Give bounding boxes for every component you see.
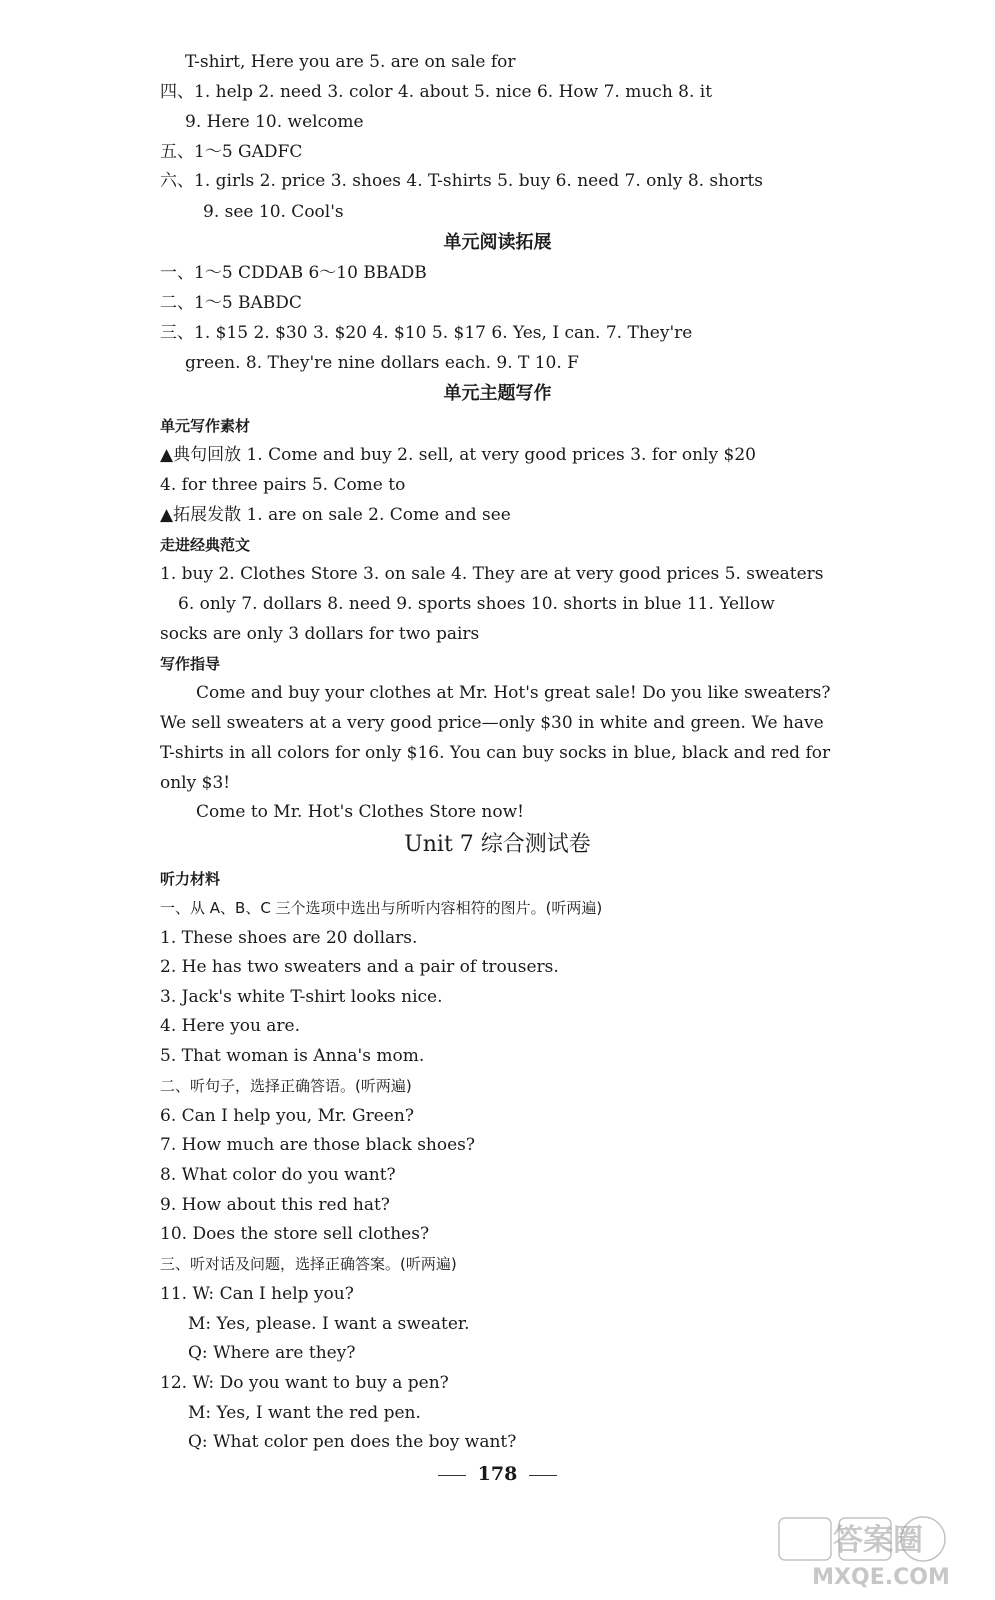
watermark-bottom-text: MXQE.COM [812,1565,950,1590]
answer-line: 四、1. help 2. need 3. color 4. about 5. nice 6. How 7. much 8. it [160,82,713,102]
answer-line: socks are only 3 dollars for two pairs [160,624,480,644]
essay-line: We sell sweaters at a very good price—only $30 in white and green. We have [160,713,824,733]
listening-line: M: Yes, please. I want a sweater. [188,1314,470,1334]
answer-line: 五、1～5 GADFC [160,142,303,162]
answer-line: 1. buy 2. Clothes Store 3. on sale 4. They are at very good prices 5. sweaters [160,564,824,584]
essay-line: Come and buy your clothes at Mr. Hot's great sale! Do you like sweaters? [196,683,831,703]
listening-line: Q: Where are they? [188,1343,356,1363]
answer-line: 9. Here 10. welcome [185,112,364,132]
subheading-materials: 单元写作素材 [160,417,251,435]
essay-line: only $3! [160,773,231,793]
answer-line: ▲拓展发散 1. are on sale 2. Come and see [160,505,511,525]
answer-line: 六、1. girls 2. price 3. shoes 4. T-shirts 5. buy 6. need 7. only 8. shorts [160,171,764,191]
subheading-writing-guide: 写作指导 [160,655,221,673]
listening-line: M: Yes, I want the red pen. [188,1403,421,1423]
instruction-line: 二、听句子，选择正确答语。(听两遍) [160,1077,412,1095]
listening-line: 12. W: Do you want to buy a pen? [160,1373,449,1393]
answer-line: 4. for three pairs 5. Come to [160,475,406,495]
dash-right [529,1475,557,1476]
answer-line: 三、1. $15 2. $30 3. $20 4. $10 5. $17 6. Yes, I can. 7. They're [160,323,693,343]
listening-line: 1. These shoes are 20 dollars. [160,928,418,948]
answer-line: ▲典句回放 1. Come and buy 2. sell, at very good prices 3. for only $20 [160,445,756,465]
instruction-line: 一、从 A、B、C 三个选项中选出与所听内容相符的图片。(听两遍) [160,899,603,917]
essay-line: T-shirts in all colors for only $16. You can buy socks in blue, black and red for [160,743,831,763]
watermark-logo [773,1512,983,1592]
dash-left [438,1475,466,1476]
essay-line: Come to Mr. Hot's Clothes Store now! [196,802,524,822]
listening-line: 9. How about this red hat? [160,1195,390,1215]
answer-line: 一、1～5 CDDAB 6～10 BBADB [160,263,427,283]
answer-line: green. 8. They're nine dollars each. 9. T 10. F [185,353,579,373]
listening-line: 10. Does the store sell clothes? [160,1224,430,1244]
page-number-text: 178 [477,1463,518,1485]
listening-line: 8. What color do you want? [160,1165,396,1185]
instruction-line: 三、听对话及问题，选择正确答案。(听两遍) [160,1255,457,1273]
listening-line: 2. He has two sweaters and a pair of trousers. [160,957,559,977]
listening-line: 4. Here you are. [160,1016,301,1036]
page-number [0,1462,995,1486]
answer-line: 6. only 7. dollars 8. need 9. sports shoes 10. shorts in blue 11. Yellow [178,594,775,614]
section-heading-reading: 单元阅读拓展 [443,232,552,253]
answer-line: T-shirt, Here you are 5. are on sale for [185,52,516,72]
listening-line: 3. Jack's white T-shirt looks nice. [160,987,443,1007]
answer-line: 二、1～5 BABDC [160,293,302,313]
listening-line: 5. That woman is Anna's mom. [160,1046,425,1066]
subheading-model-essay: 走进经典范文 [160,536,251,554]
section-heading-writing: 单元主题写作 [443,383,552,404]
watermark-top-text: 答案圈 [833,1523,923,1558]
answer-line: 9. see 10. Cool's [203,202,344,222]
listening-line: Q: What color pen does the boy want? [188,1432,517,1452]
unit-test-title: Unit 7 综合测试卷 [404,832,591,857]
listening-line: 7. How much are those black shoes? [160,1135,475,1155]
listening-line: 11. W: Can I help you? [160,1284,354,1304]
subheading-listening: 听力材料 [160,870,221,888]
listening-line: 6. Can I help you, Mr. Green? [160,1106,414,1126]
